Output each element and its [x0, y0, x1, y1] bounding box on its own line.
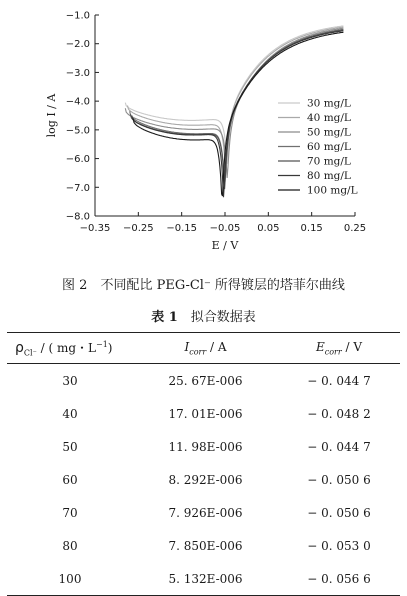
cell-icorr: 7. 926E-006 [168, 505, 243, 520]
x-tick-label: 0.25 [343, 223, 367, 234]
cell-icorr: 8. 292E-006 [168, 472, 243, 487]
header-icorr: $I_{corr}$ / A [133, 333, 278, 364]
table-row [7, 529, 400, 562]
y-tick-label: −4.0 [65, 96, 90, 108]
y-tick-label: −1.0 [65, 10, 90, 22]
legend-label: 50 mg/L [307, 126, 351, 139]
table-title [0, 306, 407, 325]
legend-label: 60 mg/L [307, 141, 351, 153]
legend-label: 80 mg/L [307, 170, 351, 182]
table-row [7, 496, 400, 529]
x-tick-label: −0.35 [79, 223, 111, 234]
x-tick-label: −0.05 [209, 223, 241, 234]
cell-icorr: 25. 67E-006 [168, 373, 243, 388]
y-tick-label: −3.0 [65, 67, 90, 79]
cell-ecorr: − 0. 053 0 [307, 538, 371, 553]
x-tick-label: 0.05 [257, 223, 280, 234]
cell-rho: 60 [62, 472, 78, 487]
cell-ecorr: − 0. 050 6 [307, 505, 371, 520]
cell-ecorr: − 0. 050 6 [307, 472, 371, 487]
tafel-chart [0, 0, 407, 270]
cell-ecorr: − 0. 056 6 [278, 562, 400, 596]
legend-label: 40 mg/L [307, 112, 351, 124]
cell-icorr: 11. 98E-006 [168, 439, 243, 454]
table-row [7, 397, 400, 430]
y-tick-label: −8.0 [65, 211, 90, 223]
cell-ecorr: − 0. 048 2 [307, 406, 371, 421]
table-row [7, 364, 400, 398]
y-tick-label: −5.0 [65, 125, 90, 137]
y-axis-label: log I / A [45, 93, 58, 138]
header-rho: $\rho_{Cl^-}$ / ( mg・$L^{-1}$) [7, 333, 133, 364]
cell-icorr: 17. 01E-006 [168, 406, 243, 421]
cell-rho: 80 [62, 538, 78, 553]
x-axis-label: E / V [211, 239, 239, 252]
table-header-row [7, 333, 400, 364]
cell-rho: 50 [62, 439, 78, 454]
cell-ecorr: − 0. 044 7 [307, 373, 371, 388]
header-ecorr: $E_{corr}$ / V [278, 333, 400, 364]
table-row [7, 430, 400, 463]
y-tick-label: −2.0 [65, 39, 90, 51]
y-tick-label: −6.0 [65, 154, 90, 166]
x-tick-label: 0.15 [300, 223, 323, 234]
table-row [7, 463, 400, 496]
legend-label: 30 mg/L [307, 97, 351, 110]
legend-label: 100 mg/L [307, 184, 358, 197]
y-tick-label: −7.0 [65, 182, 90, 194]
table-title-text: 拟合数据表 [190, 310, 256, 325]
cell-icorr: 7. 850E-006 [168, 538, 243, 553]
legend-label: 70 mg/L [307, 155, 351, 168]
cell-icorr: 5. 132E-006 [133, 562, 278, 596]
table-number: 表 1 [151, 310, 178, 325]
cell-ecorr: − 0. 044 7 [307, 439, 371, 454]
fit-data-table [7, 332, 400, 596]
cell-rho: 100 [7, 562, 133, 596]
figure-caption: 图 2 不同配比 PEG-Cl⁻ 所得镀层的塔菲尔曲线 [62, 278, 345, 293]
cell-rho: 30 [62, 373, 78, 388]
cell-rho: 40 [62, 406, 78, 421]
x-tick-label: −0.25 [123, 223, 154, 234]
cell-rho: 70 [62, 505, 78, 520]
x-tick-label: −0.15 [166, 223, 197, 234]
